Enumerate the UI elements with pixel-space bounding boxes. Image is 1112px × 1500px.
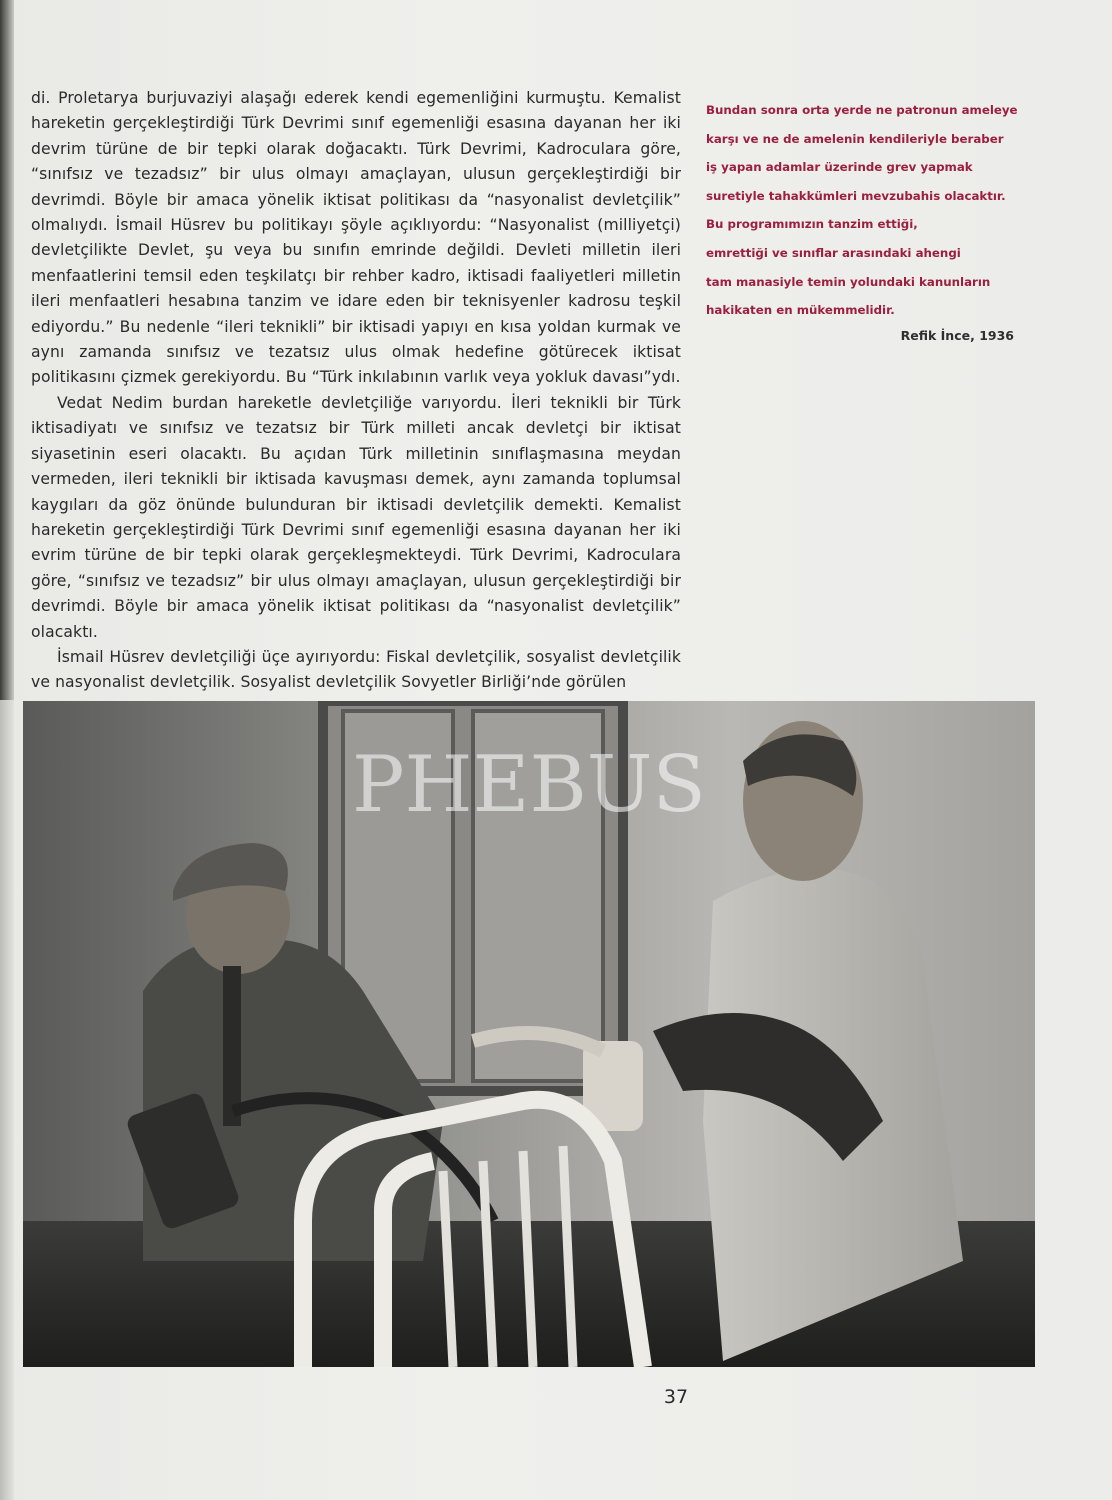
main-text-column: [31, 86, 681, 696]
paragraph-2: Vedat Nedim burdan hareketle devletçiliğe varıyordu. İleri teknikli bir Türk iktisadiyatı ve sınıfsız ve tezatsız bir Türk milleti ancak devletçi bir iktisat siyasetinin eseri olacaktı. Bu açıdan Türk milletinin sınıflaşmasına meydan vermeden, ileri teknikli bir iktisada kavuşması demek, aynı zamanda toplumsal kaygıları da göz önünde bulunduran bir iktisadi devletçilik demekti. Kemalist hareketin gerçekleştirdiği Türk Devrimi sınıf egemenliği esasına dayanan her iki evrim türüne de bir tepki olarak gerçekleşmekteydi. Türk Devrimi, Kadroculara göre, “sınıfsız ve tezadsız” bir ulus olmayı amaçlayan, ulusun gerçekleştirdiği bir devrimdi. Böyle bir amaca yönelik iktisat politikası da “nasyonalist devletçilik” olacaktı.: [31, 393, 681, 641]
quote-line: iş yapan adamlar üzerinde grev yapmak: [706, 160, 973, 175]
quote-line: Bundan sonra orta yerde ne patronun ameleye: [706, 103, 1018, 117]
quote-line: karşı ve ne de amelenin kendileriyle beraber: [706, 131, 1004, 146]
sidebar-quote: [706, 96, 1026, 325]
quote-line: Bu programımızın tanzim ettiği,: [706, 217, 918, 232]
watermark-text: PHEBUS: [352, 740, 706, 830]
page-edge: [0, 700, 14, 1500]
page-number: 37: [663, 1386, 689, 1408]
photo-illustration: [23, 701, 1035, 1367]
quote-line: hakikaten en mükemmelidir.: [706, 303, 895, 318]
quote-line: suretiyle tahakkümleri mevzubahis olacaktır.: [706, 188, 1006, 203]
archival-photograph: [23, 701, 1035, 1367]
quote-line: emrettiği ve sınıflar arasındaki ahengi: [706, 245, 961, 260]
paragraph-3: İsmail Hüsrev devletçiliği üçe ayırıyordu: Fiskal devletçilik, sosyalist devletçilik ve nasyonalist devletçilik. Sosyalist devletçilik Sovyetler Birliği’nde görülen: [31, 647, 681, 692]
quote-author: Refik İnce, 1936: [900, 328, 1014, 343]
paragraph-1: di. Proletarya burjuvaziyi alaşağı ederek kendi egemenliğini kurmuştu. Kemalist hareketin gerçekleştirdiği Türk Devrimi sınıf egemenliği esasına dayanan her iki devrim türüne de bir tepki olarak doğacaktı. Türk Devrimi, Kadroculara göre, “sınıfsız ve tezadsız” bir ulus olmayı amaçlayan, ulusun gerçekleştirdiği bir devrimdi. Böyle bir amaca yönelik iktisat politikası da “nasyonalist devletçilik” olmalıydı. İsmail Hüsrev bu politikayı şöyle açıklıyordu: “Nasyonalist (milliyetçi) devletçilikte Devlet, şu veya bu sınıfın emrinde değildi. Devleti milletin ileri menfaatlerini temsil eden teşkilatçı bir rehber kadro, iktisadi faaliyetleri milletin ileri menfaatleri hesabına tanzim ve idare eden bir teknisyenler kadrosu teşkil ediyordu.” Bu nedenle “ileri teknikli” bir iktisadi yapıyı en kısa yoldan kurmak ve aynı zamanda sınıfsız ve tezatsız ulus olmak hedefine götürecek iktisat politikasını çizmek gerekiyordu. Bu “Türk inkılabının varlık veya yokluk davası”ydı.: [31, 89, 681, 387]
quote-line: tam manasiyle temin yolundaki kanunların: [706, 274, 991, 289]
